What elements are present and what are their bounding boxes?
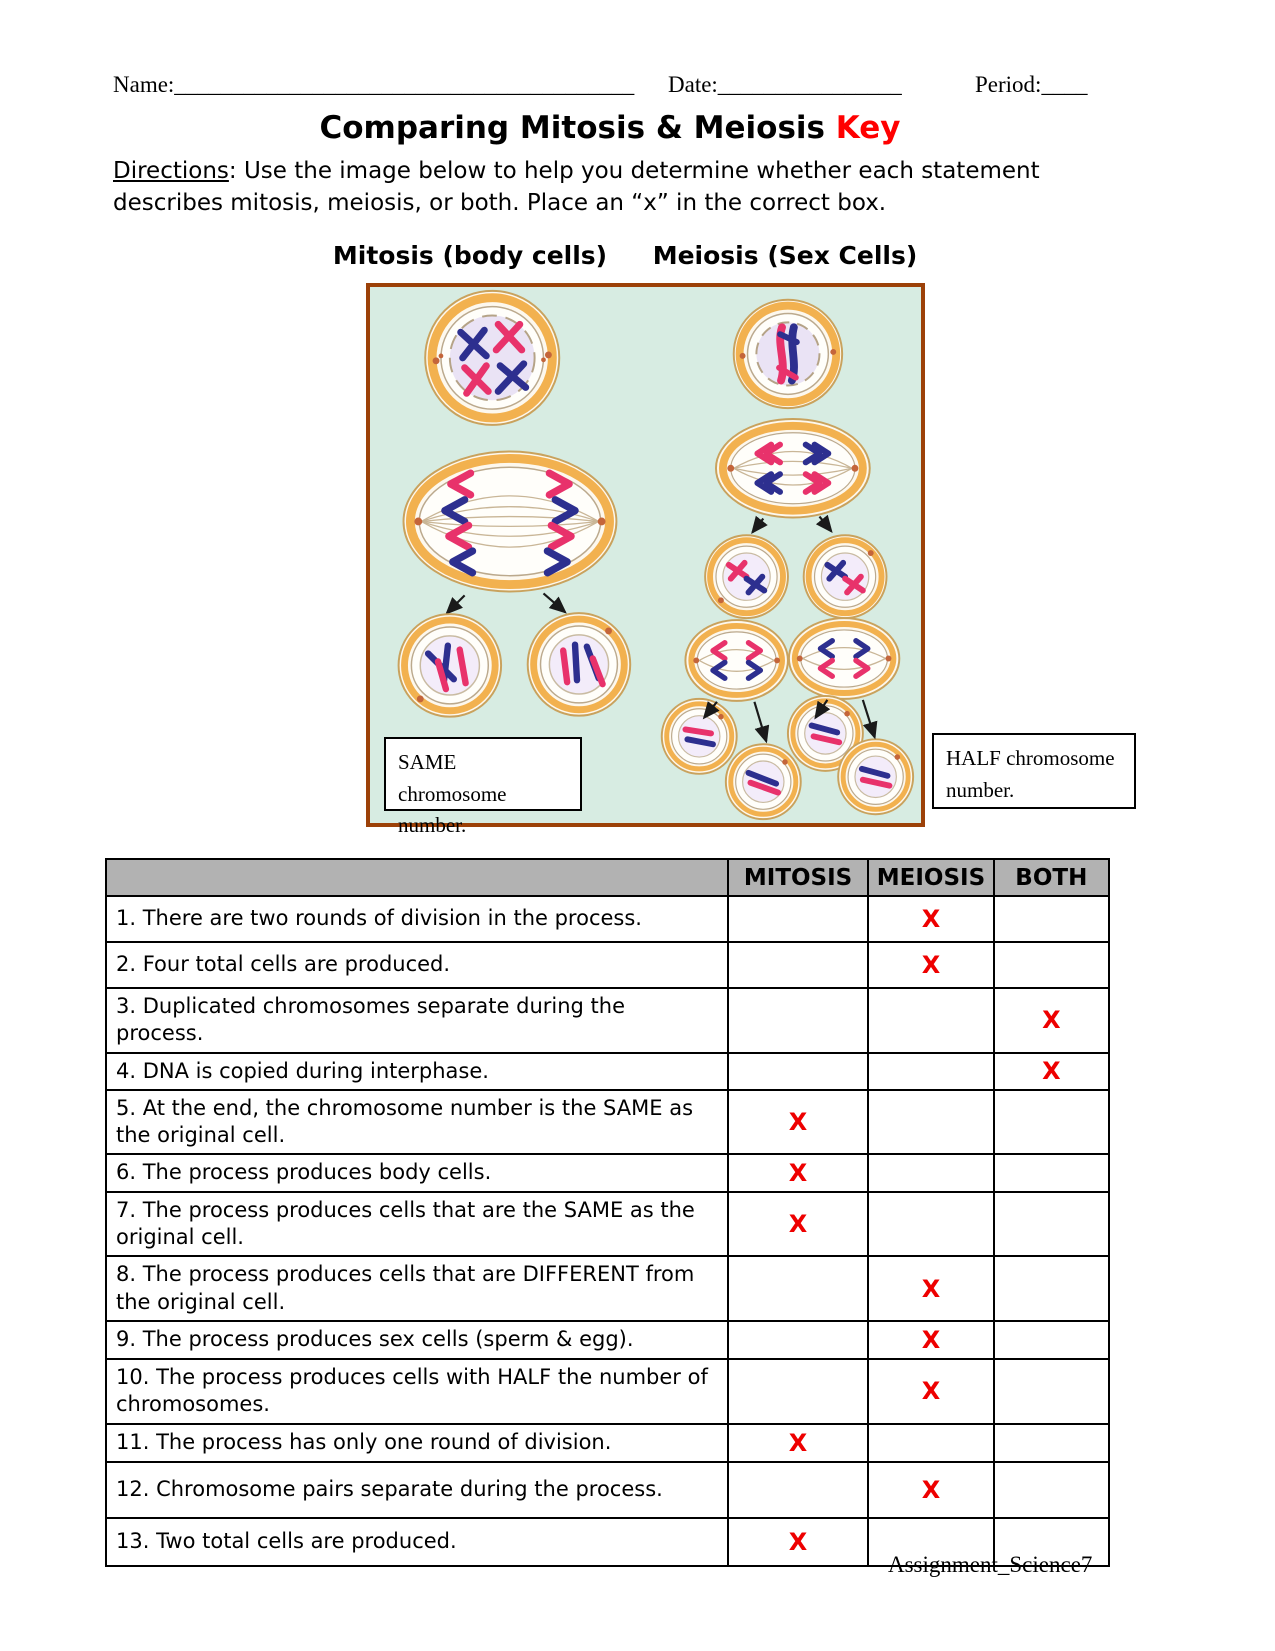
answer-cell-both [994, 1256, 1109, 1321]
page-title-key: Key [835, 110, 901, 146]
mitosis-anaphase-cell [404, 452, 617, 592]
answer-cell-both [994, 1053, 1109, 1090]
mitosis-arrow-right [543, 593, 565, 612]
answer-cell-meiosis [868, 1256, 993, 1321]
x-mark: X [788, 1159, 808, 1188]
answer-cell-meiosis [868, 1359, 993, 1424]
meiosis-two-cell-1 [685, 620, 788, 701]
x-mark: X [921, 1325, 941, 1354]
directions-label: Directions [113, 158, 229, 184]
answer-cell-mitosis [728, 1462, 868, 1518]
header-statement [106, 859, 728, 896]
answer-cell-meiosis [868, 1154, 993, 1191]
meiosis-one-arrow-left [752, 519, 763, 533]
table-row [106, 1462, 1109, 1518]
same-chromosome-note: SAME chromosome number. [384, 737, 582, 811]
meiosis-two-arrow-4 [863, 700, 875, 737]
answer-cell-mitosis [728, 942, 868, 988]
answer-cell-meiosis [868, 1090, 993, 1155]
answer-cell-meiosis [868, 1424, 993, 1462]
answer-cell-both [994, 1359, 1109, 1424]
answer-cell-meiosis [868, 1192, 993, 1257]
answer-cell-mitosis [728, 1321, 868, 1359]
meiosis-final-cell-4 [838, 739, 913, 814]
statement-cell: 5. At the end, the chromosome number is the SAME as the original cell. [106, 1090, 728, 1155]
period-field-label: Period:____ [975, 72, 1088, 97]
statement-cell: 10. The process produces cells with HALF the number of chromosomes. [106, 1359, 728, 1424]
answer-cell-both [994, 896, 1109, 942]
x-mark: X [788, 1210, 808, 1239]
statement-cell: 11. The process has only one round of division. [106, 1424, 728, 1462]
x-mark: X [921, 1274, 941, 1303]
answer-cell-both [994, 1321, 1109, 1359]
answer-cell-mitosis [728, 1090, 868, 1155]
x-mark: X [921, 951, 941, 979]
meiosis-final-cell-1 [662, 699, 737, 774]
statement-cell: 6. The process produces body cells. [106, 1154, 728, 1191]
table-row [106, 1090, 1109, 1155]
table-row [106, 1359, 1109, 1424]
table-row [106, 1424, 1109, 1462]
table-header-row [106, 859, 1109, 896]
meiosis-one-arrow-right [819, 517, 831, 532]
meiosis-two-cell-2 [789, 618, 899, 699]
answer-cell-mitosis [728, 1192, 868, 1257]
answer-cell-meiosis [868, 896, 993, 942]
statement-cell: 9. The process produces sex cells (sperm & egg). [106, 1321, 728, 1359]
answer-cell-meiosis [868, 1053, 993, 1090]
half-chromosome-note: HALF chromosome number. [932, 733, 1136, 809]
statement-cell: 8. The process produces cells that are DIFFERENT from the original cell. [106, 1256, 728, 1321]
directions-body: : Use the image below to help you determine whether each statement describes mitosis, meiosis, or both. Place an “x” in the correct box. [113, 158, 1040, 216]
meiosis-parent-cell [734, 300, 842, 408]
statement-cell: 12. Chromosome pairs separate during the process. [106, 1462, 728, 1518]
meiosis-one-cell [716, 419, 870, 518]
statements-table-body [106, 896, 1109, 1566]
header-meiosis: MEIOSIS [868, 859, 993, 896]
x-mark: X [788, 1108, 808, 1137]
answer-cell-mitosis [728, 1424, 868, 1462]
answer-cell-mitosis [728, 1359, 868, 1424]
answer-cell-both [994, 988, 1109, 1053]
date-field-label: Date:________________ [668, 72, 902, 97]
mitosis-daughter-cell-1 [399, 614, 502, 717]
x-mark: X [921, 905, 941, 933]
page-title [0, 110, 1220, 146]
meiosis-two-arrow-2 [754, 702, 766, 741]
answer-cell-mitosis [728, 1154, 868, 1191]
footer-text: Assignment_Science7 [888, 1552, 1093, 1577]
directions-text [113, 156, 1113, 219]
x-mark: X [1042, 1057, 1061, 1086]
answer-cell-both [994, 942, 1109, 988]
statement-cell: 7. The process produces cells that are the SAME as the original cell. [106, 1192, 728, 1257]
answer-cell-mitosis [728, 1256, 868, 1321]
statement-cell: 13. Two total cells are produced. [106, 1518, 728, 1566]
answer-cell-both [994, 1462, 1109, 1518]
answer-cell-mitosis [728, 896, 868, 942]
name-field-label: Name:________________________________________ [113, 72, 635, 97]
table-row [106, 1256, 1109, 1321]
answer-cell-meiosis [868, 942, 993, 988]
statement-cell: 3. Duplicated chromosomes separate during the process. [106, 988, 728, 1053]
table-row [106, 1053, 1109, 1090]
meiosis-final-cell-3 [726, 744, 801, 819]
answer-cell-mitosis [728, 1518, 868, 1566]
meiosis-haploid-cell-2 [804, 535, 887, 618]
answer-cell-meiosis [868, 988, 993, 1053]
mitosis-daughter-cell-2 [528, 613, 631, 716]
mitosis-parent-cell [425, 291, 559, 425]
meiosis-haploid-cell-1 [705, 535, 788, 618]
header-mitosis: MITOSIS [728, 859, 868, 896]
answer-cell-both [994, 1192, 1109, 1257]
statement-cell: 4. DNA is copied during interphase. [106, 1053, 728, 1090]
answer-cell-meiosis [868, 1462, 993, 1518]
answer-cell-mitosis [728, 1053, 868, 1090]
answer-cell-both [994, 1090, 1109, 1155]
meiosis-column-label: Meiosis (Sex Cells) [652, 241, 918, 270]
table-row [106, 988, 1109, 1053]
table-row [106, 1192, 1109, 1257]
header-both: BOTH [994, 859, 1109, 896]
statement-cell: 2. Four total cells are produced. [106, 942, 728, 988]
answer-cell-both [994, 1424, 1109, 1462]
statements-table [105, 858, 1110, 1567]
answer-cell-both [994, 1154, 1109, 1191]
answer-cell-meiosis [868, 1321, 993, 1359]
table-row [106, 1321, 1109, 1359]
x-mark: X [921, 1475, 941, 1504]
answer-cell-mitosis [728, 988, 868, 1053]
x-mark: X [921, 1377, 941, 1406]
table-row [106, 896, 1109, 942]
x-mark: X [788, 1527, 808, 1556]
mitosis-arrow-left [447, 595, 465, 613]
page-title-main: Comparing Mitosis & Meiosis [319, 110, 836, 146]
x-mark: X [788, 1428, 808, 1457]
mitosis-column-label: Mitosis (body cells) [332, 241, 608, 270]
table-row [106, 1154, 1109, 1191]
x-mark: X [1042, 1006, 1061, 1035]
statement-cell: 1. There are two rounds of division in the process. [106, 896, 728, 942]
table-row [106, 942, 1109, 988]
